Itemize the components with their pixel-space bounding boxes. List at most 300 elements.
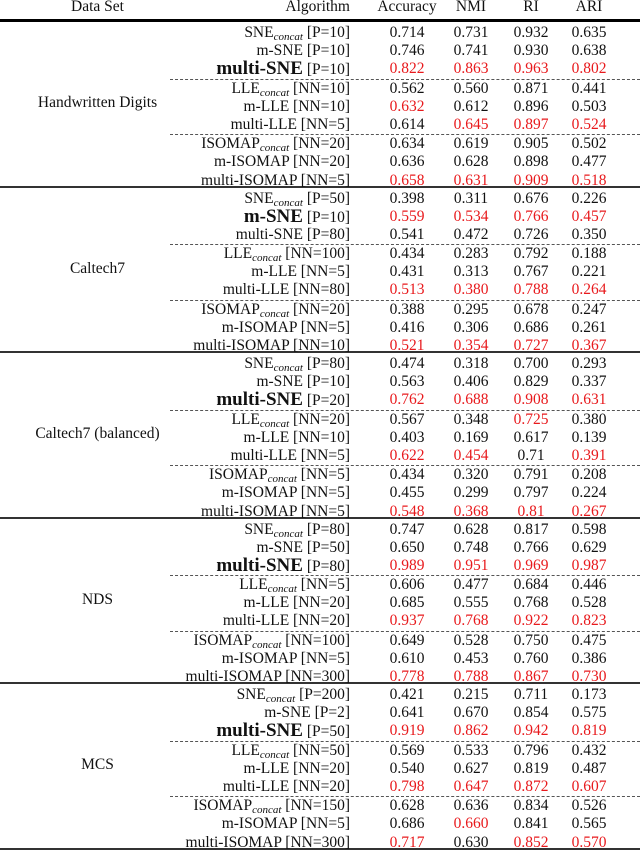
algorithm-param: [NN=5] <box>300 446 350 464</box>
ri-value: 0.896 <box>513 97 549 115</box>
table-row <box>0 722 640 740</box>
ari-value: 0.638 <box>571 42 607 60</box>
nmi-value: 0.477 <box>453 576 489 594</box>
algorithm-param: [P=80] <box>306 520 350 538</box>
ri-value: 0.872 <box>513 777 549 795</box>
accuracy-value: 0.641 <box>389 704 425 722</box>
table-row <box>0 760 640 778</box>
nmi-value: 0.534 <box>453 207 489 225</box>
table-row <box>0 521 640 539</box>
ri-value: 0.791 <box>513 466 549 484</box>
algorithm-subscript: concat <box>273 362 303 374</box>
nmi-value: 0.283 <box>453 245 489 263</box>
ari-value: 0.261 <box>571 318 607 336</box>
nmi-value: 0.660 <box>453 815 489 833</box>
algorithm-param: [NN=10] <box>293 79 350 97</box>
nmi-value: 0.748 <box>453 538 489 556</box>
accuracy-value: 0.650 <box>389 538 425 556</box>
ari-value: 0.598 <box>571 520 607 538</box>
ri-value: 0.71 <box>517 446 545 464</box>
accuracy-value: 0.403 <box>389 428 425 446</box>
table-row <box>0 815 640 833</box>
table-row <box>0 686 640 704</box>
nmi-value: 0.472 <box>453 225 489 243</box>
algorithm-param: [NN=5] <box>300 263 350 281</box>
algorithm-name: SNE <box>244 520 274 538</box>
table-row <box>0 153 640 171</box>
algorithm-param: [NN=100] <box>285 245 350 263</box>
accuracy-value: 0.717 <box>389 833 425 851</box>
ari-value: 0.730 <box>571 668 607 685</box>
ari-value: 0.380 <box>571 410 607 428</box>
algorithm-name: multi-LLE <box>222 281 290 299</box>
algorithm-subscript: concat <box>252 252 282 265</box>
ri-value: 0.767 <box>513 263 549 281</box>
nmi-value: 0.863 <box>453 60 489 78</box>
algorithm-param: [NN=10] <box>293 97 350 115</box>
algorithm-subscript: concat <box>259 86 290 99</box>
ari-value: 0.629 <box>571 538 607 556</box>
nmi-value: 0.380 <box>453 281 489 299</box>
table-row <box>170 575 640 594</box>
algorithm-name: multi-ISOMAP <box>193 337 290 354</box>
algorithm-name: m-LLE <box>243 759 290 777</box>
ari-value: 0.367 <box>571 337 607 354</box>
ri-value: 0.725 <box>513 410 549 428</box>
accuracy-value: 0.431 <box>389 263 425 281</box>
algorithm-name: m-SNE <box>264 704 311 722</box>
ri-value: 0.854 <box>513 704 549 722</box>
nmi-value: 0.788 <box>453 668 489 685</box>
accuracy-value: 0.937 <box>389 612 425 630</box>
ri-value: 0.834 <box>513 797 549 815</box>
header-accuracy: Accuracy <box>377 0 437 15</box>
table-row <box>0 42 640 60</box>
header-ri: RI <box>523 0 539 15</box>
algorithm-cell <box>231 447 350 465</box>
algorithm-subscript: concat <box>267 583 297 596</box>
ri-value: 0.727 <box>513 337 549 354</box>
ri-value: 0.871 <box>513 79 549 97</box>
ri-value: 0.796 <box>513 741 549 759</box>
algorithm-param: [NN=300] <box>285 668 350 685</box>
algorithm-cell <box>251 263 350 281</box>
algorithm-name: multi-SNE <box>235 225 303 243</box>
ri-value: 0.797 <box>513 484 549 502</box>
algorithm-cell <box>244 98 350 116</box>
algorithm-param: [NN=10] <box>293 337 350 354</box>
accuracy-value: 0.919 <box>389 722 425 740</box>
ari-value: 0.524 <box>571 115 607 133</box>
algorithm-name: m-LLE <box>243 428 290 446</box>
ri-value: 0.942 <box>513 722 549 740</box>
algorithm-param: [P=80] <box>306 225 350 243</box>
accuracy-value: 0.569 <box>389 741 425 759</box>
table-row <box>0 190 640 208</box>
ri-value: 0.700 <box>513 355 549 372</box>
header-nmi: NMI <box>455 0 487 15</box>
ri-value: 0.617 <box>513 428 549 446</box>
ri-value: 0.760 <box>513 649 549 667</box>
accuracy-value: 0.798 <box>389 777 425 795</box>
algorithm-param: [NN=5] <box>300 576 350 594</box>
nmi-value: 0.453 <box>453 649 489 667</box>
algorithm-param: [P=20] <box>306 392 350 410</box>
algorithm-param: [NN=20] <box>293 612 350 630</box>
accuracy-value: 0.614 <box>389 115 425 133</box>
ari-value: 0.139 <box>571 428 607 446</box>
accuracy-value: 0.567 <box>389 410 425 428</box>
algorithm-param: [NN=100] <box>285 631 350 649</box>
ri-value: 0.766 <box>513 207 549 225</box>
ri-value: 0.969 <box>513 556 549 574</box>
algorithm-subscript: concat <box>259 307 290 320</box>
ari-value: 0.987 <box>571 556 607 574</box>
algorithm-param: [P=10] <box>306 42 350 60</box>
dataset-name: NDS <box>81 590 113 608</box>
nmi-value: 0.555 <box>453 594 489 612</box>
algorithm-name: LLE <box>223 245 253 263</box>
ari-value: 0.802 <box>571 60 607 78</box>
algorithm-param: [NN=5] <box>300 502 350 520</box>
table-row <box>170 631 640 650</box>
accuracy-value: 0.762 <box>389 391 425 409</box>
accuracy-value: 0.686 <box>389 815 425 833</box>
nmi-value: 0.647 <box>453 777 489 795</box>
algorithm-name: SNE <box>244 24 274 41</box>
ari-value: 0.446 <box>571 576 607 594</box>
ari-value: 0.570 <box>571 833 607 851</box>
table-row <box>0 373 640 391</box>
accuracy-value: 0.989 <box>389 556 425 574</box>
ri-value: 0.909 <box>513 171 549 189</box>
nmi-value: 0.318 <box>453 355 489 372</box>
nmi-value: 0.688 <box>453 391 489 409</box>
accuracy-value: 0.747 <box>389 520 425 538</box>
accuracy-value: 0.398 <box>389 189 425 207</box>
accuracy-value: 0.822 <box>389 60 425 78</box>
dataset-section <box>0 519 640 685</box>
ari-value: 0.457 <box>571 207 607 225</box>
algorithm-param: [P=80] <box>306 557 350 575</box>
accuracy-value: 0.559 <box>389 207 425 225</box>
algorithm-param: [NN=50] <box>293 741 350 759</box>
algorithm-param: [NN=80] <box>293 281 350 299</box>
ri-value: 0.898 <box>513 153 549 171</box>
algorithm-name: multi-LLE <box>230 446 297 464</box>
table-row <box>0 319 640 337</box>
algorithm-param: [NN=20] <box>293 410 350 428</box>
algorithm-subscript: concat <box>273 31 303 43</box>
ri-value: 0.908 <box>513 391 549 409</box>
algorithm-param: [NN=5] <box>300 115 350 133</box>
accuracy-value: 0.540 <box>389 759 425 777</box>
algorithm-param: [P=10] <box>306 61 350 79</box>
ari-value: 0.391 <box>571 446 607 464</box>
ari-value: 0.441 <box>571 79 607 97</box>
dataset-section <box>0 353 640 519</box>
accuracy-value: 0.746 <box>389 42 425 60</box>
accuracy-value: 0.521 <box>389 337 425 354</box>
algorithm-param: [NN=5] <box>300 318 350 336</box>
ari-value: 0.188 <box>571 245 607 263</box>
dataset-name: Caltech7 (balanced) <box>35 425 160 442</box>
accuracy-value: 0.714 <box>389 24 425 41</box>
algorithm-param: [NN=5] <box>300 484 350 502</box>
algorithm-name: ISOMAP <box>209 466 268 484</box>
algorithm-param: [NN=20] <box>293 777 350 795</box>
accuracy-value: 0.778 <box>389 668 425 685</box>
ri-value: 0.905 <box>513 135 549 153</box>
algorithm-name: SNE <box>244 355 274 372</box>
algorithm-name: ISOMAP <box>201 300 260 318</box>
accuracy-value: 0.434 <box>389 466 425 484</box>
ri-value: 0.792 <box>513 245 549 263</box>
algorithm-cell <box>236 226 350 244</box>
accuracy-value: 0.541 <box>389 225 425 243</box>
ari-value: 0.823 <box>571 612 607 630</box>
algorithm-subscript: concat <box>259 142 290 155</box>
ari-value: 0.528 <box>571 594 607 612</box>
algorithm-name: m-ISOMAP <box>221 318 297 336</box>
dataset-section <box>0 188 640 354</box>
header-ari: ARI <box>575 0 603 15</box>
accuracy-value: 0.513 <box>389 281 425 299</box>
algorithm-param: [P=50] <box>306 189 350 207</box>
table-row <box>170 134 640 153</box>
ari-value: 0.293 <box>571 355 607 372</box>
algorithm-subscript: concat <box>265 693 296 705</box>
table-row <box>0 355 640 373</box>
algorithm-cell <box>244 760 350 778</box>
algorithm-cell <box>214 153 350 171</box>
nmi-value: 0.348 <box>453 410 489 428</box>
ri-value: 0.867 <box>513 668 549 685</box>
algorithm-cell <box>186 834 350 852</box>
algorithm-subscript: concat <box>273 527 303 540</box>
table-row <box>170 300 640 319</box>
dataset-name: MCS <box>81 756 114 773</box>
algorithm-cell <box>216 60 350 79</box>
algorithm-name: multi-ISOMAP <box>201 171 297 189</box>
algorithm-param: [NN=300] <box>285 833 350 851</box>
nmi-value: 0.951 <box>453 556 489 574</box>
ari-value: 0.526 <box>571 797 607 815</box>
algorithm-name: m-SNE <box>256 538 303 556</box>
algorithm-subscript: concat <box>259 748 290 761</box>
ri-value: 0.676 <box>513 189 549 207</box>
table-row <box>170 79 640 98</box>
nmi-value: 0.354 <box>453 337 489 354</box>
nmi-value: 0.619 <box>453 135 489 153</box>
algorithm-param: [NN=20] <box>293 759 350 777</box>
algorithm-param: [NN=5] <box>300 815 350 833</box>
accuracy-value: 0.548 <box>389 502 425 520</box>
ri-value: 0.726 <box>513 225 549 243</box>
algorithm-name: multi-LLE <box>222 777 290 795</box>
nmi-value: 0.670 <box>453 704 489 722</box>
algorithm-name: m-ISOMAP <box>221 484 297 502</box>
algorithm-subscript: concat <box>252 638 282 651</box>
accuracy-value: 0.434 <box>389 245 425 263</box>
algorithm-cell <box>216 722 350 741</box>
accuracy-value: 0.562 <box>389 79 425 97</box>
ari-value: 0.518 <box>571 171 607 189</box>
ri-value: 0.788 <box>513 281 549 299</box>
accuracy-value: 0.388 <box>389 300 425 318</box>
ri-value: 0.930 <box>513 42 549 60</box>
table-row <box>0 834 640 852</box>
nmi-value: 0.631 <box>453 171 489 189</box>
algorithm-param: [NN=20] <box>293 300 350 318</box>
ari-value: 0.386 <box>571 649 607 667</box>
algorithm-param: [P=10] <box>306 373 350 391</box>
table-row <box>0 429 640 447</box>
ari-value: 0.173 <box>571 686 607 703</box>
table-row <box>0 612 640 630</box>
algorithm-cell <box>222 650 350 668</box>
algorithm-subscript: concat <box>259 417 290 430</box>
accuracy-value: 0.421 <box>389 686 425 703</box>
algorithm-name: LLE <box>231 79 260 97</box>
dataset-section <box>0 684 640 850</box>
nmi-value: 0.215 <box>453 686 489 703</box>
dataset-name: Handwritten Digits <box>37 94 158 111</box>
algorithm-cell <box>223 778 350 796</box>
algorithm-cell <box>223 281 350 299</box>
ari-value: 0.475 <box>571 631 607 649</box>
header-dataset: Data Set <box>71 0 124 15</box>
algorithm-cell <box>222 319 350 337</box>
algorithm-cell <box>231 116 350 134</box>
accuracy-value: 0.634 <box>389 135 425 153</box>
algorithm-name: m-ISOMAP <box>221 649 297 667</box>
nmi-value: 0.311 <box>453 189 489 207</box>
accuracy-value: 0.455 <box>389 484 425 502</box>
algorithm-cell <box>243 205 350 227</box>
table-row <box>170 465 640 484</box>
table-row <box>0 391 640 409</box>
algorithm-subscript: concat <box>252 804 282 817</box>
table-header <box>0 0 640 22</box>
ri-value: 0.686 <box>513 318 549 336</box>
ari-value: 0.477 <box>571 153 607 171</box>
table-row <box>0 650 640 668</box>
algorithm-name: ISOMAP <box>193 797 253 815</box>
dataset-section <box>0 22 640 188</box>
table-row <box>0 484 640 502</box>
algorithm-name: m-LLE <box>243 97 290 115</box>
ari-value: 0.247 <box>571 300 607 318</box>
algorithm-subscript: concat <box>267 473 297 486</box>
algorithm-cell <box>222 484 350 502</box>
table-row <box>0 98 640 116</box>
ari-value: 0.565 <box>571 815 607 833</box>
table-row <box>170 410 640 429</box>
algorithm-name: multi-LLE <box>230 115 297 133</box>
algorithm-name: multi-ISOMAP <box>185 833 282 851</box>
ri-value: 0.768 <box>513 594 549 612</box>
table-row <box>0 554 640 576</box>
ari-value: 0.226 <box>571 189 607 207</box>
algorithm-param: [NN=5] <box>300 466 350 484</box>
algorithm-param: [P=200] <box>299 686 350 703</box>
algorithm-name: LLE <box>231 410 260 428</box>
table-row <box>0 205 640 227</box>
ari-value: 0.575 <box>571 704 607 722</box>
ari-value: 0.350 <box>571 225 607 243</box>
algorithm-name: multi-SNE <box>216 58 303 80</box>
ri-value: 0.829 <box>513 373 549 391</box>
nmi-value: 0.295 <box>453 300 489 318</box>
nmi-value: 0.628 <box>453 153 489 171</box>
accuracy-value: 0.649 <box>389 631 425 649</box>
algorithm-name: ISOMAP <box>193 631 253 649</box>
table-row <box>170 244 640 263</box>
algorithm-cell <box>216 554 350 576</box>
algorithm-cell <box>222 815 350 833</box>
algorithm-param: [P=80] <box>306 355 350 372</box>
algorithm-param: [NN=150] <box>285 797 350 815</box>
ri-value: 0.684 <box>513 576 549 594</box>
nmi-value: 0.368 <box>453 502 489 520</box>
table-row <box>0 24 640 42</box>
algorithm-name: m-SNE <box>243 205 303 227</box>
algorithm-cell <box>244 429 350 447</box>
ari-value: 0.208 <box>571 466 607 484</box>
ri-value: 0.817 <box>513 520 549 538</box>
algorithm-subscript: concat <box>273 196 303 209</box>
nmi-value: 0.454 <box>453 446 489 464</box>
nmi-value: 0.299 <box>453 484 489 502</box>
algorithm-name: multi-ISOMAP <box>201 502 297 520</box>
nmi-value: 0.741 <box>453 42 489 60</box>
accuracy-value: 0.632 <box>389 97 425 115</box>
ari-value: 0.502 <box>571 135 607 153</box>
algorithm-param: [NN=20] <box>293 135 350 153</box>
nmi-value: 0.645 <box>453 115 489 133</box>
algorithm-cell <box>216 391 350 410</box>
nmi-value: 0.628 <box>453 520 489 538</box>
algorithm-name: m-LLE <box>243 594 290 612</box>
table-row <box>0 539 640 557</box>
algorithm-param: [P=10] <box>306 208 350 226</box>
nmi-value: 0.533 <box>453 741 489 759</box>
nmi-value: 0.406 <box>453 373 489 391</box>
algorithm-name: m-ISOMAP <box>221 815 297 833</box>
nmi-value: 0.560 <box>453 79 489 97</box>
nmi-value: 0.169 <box>453 428 489 446</box>
ri-value: 0.841 <box>513 815 549 833</box>
algorithm-param: [NN=20] <box>293 594 350 612</box>
algorithm-param: [P=50] <box>306 723 350 741</box>
ari-value: 0.487 <box>571 759 607 777</box>
nmi-value: 0.612 <box>453 97 489 115</box>
accuracy-value: 0.628 <box>389 797 425 815</box>
table-row <box>170 796 640 815</box>
ri-value: 0.711 <box>513 686 549 703</box>
ri-value: 0.897 <box>513 115 549 133</box>
table-row <box>0 594 640 612</box>
accuracy-value: 0.606 <box>389 576 425 594</box>
table-row <box>0 281 640 299</box>
ari-value: 0.503 <box>571 97 607 115</box>
accuracy-value: 0.416 <box>389 318 425 336</box>
algorithm-name: m-SNE <box>256 42 303 60</box>
table-row <box>0 704 640 722</box>
ari-value: 0.635 <box>571 24 607 41</box>
ri-value: 0.766 <box>513 538 549 556</box>
